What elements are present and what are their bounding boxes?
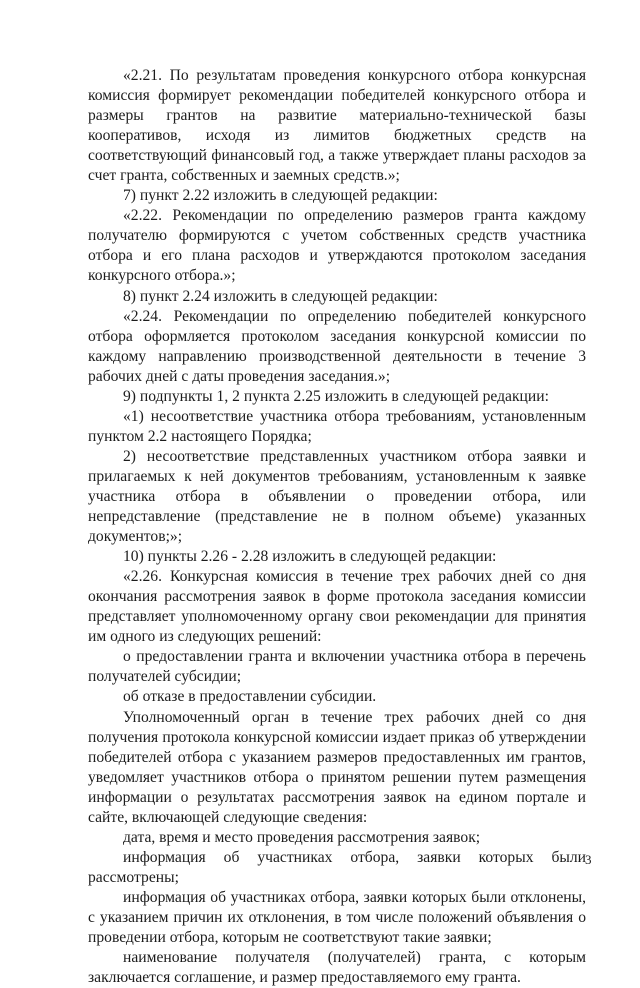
paragraph-item-8: 8) пункт 2.24 изложить в следующей редакции: — [123, 287, 438, 305]
paragraph-subitem-2: 2) несоответствие представленных участником отбора заявки и прилагаемых к ней документов требованиям, установленным к заявке участника отбора в объявлении о проведении отбора, или непредставление (представление не в полном объеме) указанных документов;»; — [88, 447, 586, 546]
paragraph-2-24: «2.24. Рекомендации по определению победителей конкурсного отбора оформляется протоколом заседания конкурсной комиссии по каждому направлению производственной деятельности в течение 3 рабочих дней с даты проведения заседания.»; — [88, 307, 586, 385]
paragraph-decision-refusal: об отказе в предоставлении субсидии. — [123, 688, 377, 706]
document-body — [88, 66, 586, 988]
paragraph-authorized-body: Уполномоченный орган в течение трех рабочих дней со дня получения протокола конкурсной комиссии издает приказ об утверждении победителей отбора с указанием размеров предоставленных им грантов, уведомляет участников отбора о принятом решении путем размещения информации о результатах рассмотрения заявок на едином портале и сайте, включающей следующие сведения: — [88, 708, 586, 826]
paragraph-info-reviewed: информация об участниках отбора, заявки которых были рассмотрены; — [88, 848, 586, 886]
paragraph-subitem-1: «1) несоответствие участника отбора требованиям, установленным пунктом 2.2 настоящего Порядка; — [88, 407, 586, 445]
page-number: 3 — [585, 852, 592, 867]
paragraph-item-10: 10) пункты 2.26 - 2.28 изложить в следующей редакции: — [123, 548, 497, 566]
paragraph-info-rejected: информация об участниках отбора, заявки которых были отклонены, с указанием причин их отклонения, в том числе положений объявления о проведении отбора, которым не соответствуют такие заявки; — [88, 888, 586, 947]
paragraph-decision-grant: о предоставлении гранта и включении участника отбора в перечень получателей субсидии; — [88, 648, 586, 686]
paragraph-item-7: 7) пункт 2.22 изложить в следующей редакции: — [123, 187, 438, 205]
paragraph-item-9: 9) подпункты 1, 2 пункта 2.25 изложить в следующей редакции: — [123, 387, 549, 405]
paragraph-2-22: «2.22. Рекомендации по определению размеров гранта каждому получателю формируются с учетом собственных средств участника отбора и его плана расходов и утверждаются протоколом заседания конкурсного отбора.»; — [88, 207, 586, 285]
paragraph-info-recipient: наименование получателя (получателей) гранта, с которым заключается соглашение, и размер предоставляемого ему гранта. — [88, 949, 586, 987]
paragraph-info-date: дата, время и место проведения рассмотрения заявок; — [123, 828, 481, 846]
paragraph-2-26: «2.26. Конкурсная комиссия в течение трех рабочих дней со дня окончания рассмотрения заявок в форме протокола заседания комиссии представляет уполномоченному органу свои рекомендации для принятия им одного из следующих решений: — [88, 568, 586, 646]
paragraph-2-21: «2.21. По результатам проведения конкурсного отбора конкурсная комиссия формирует рекомендации победителей конкурсного отбора и размеры грантов на развитие материально-технической базы кооперативов, исходя из лимитов бюджетных средств на соответствующий финансовый год, а также утверждает планы расходов за счет гранта, собственных и заемных средств.»; — [88, 67, 586, 185]
